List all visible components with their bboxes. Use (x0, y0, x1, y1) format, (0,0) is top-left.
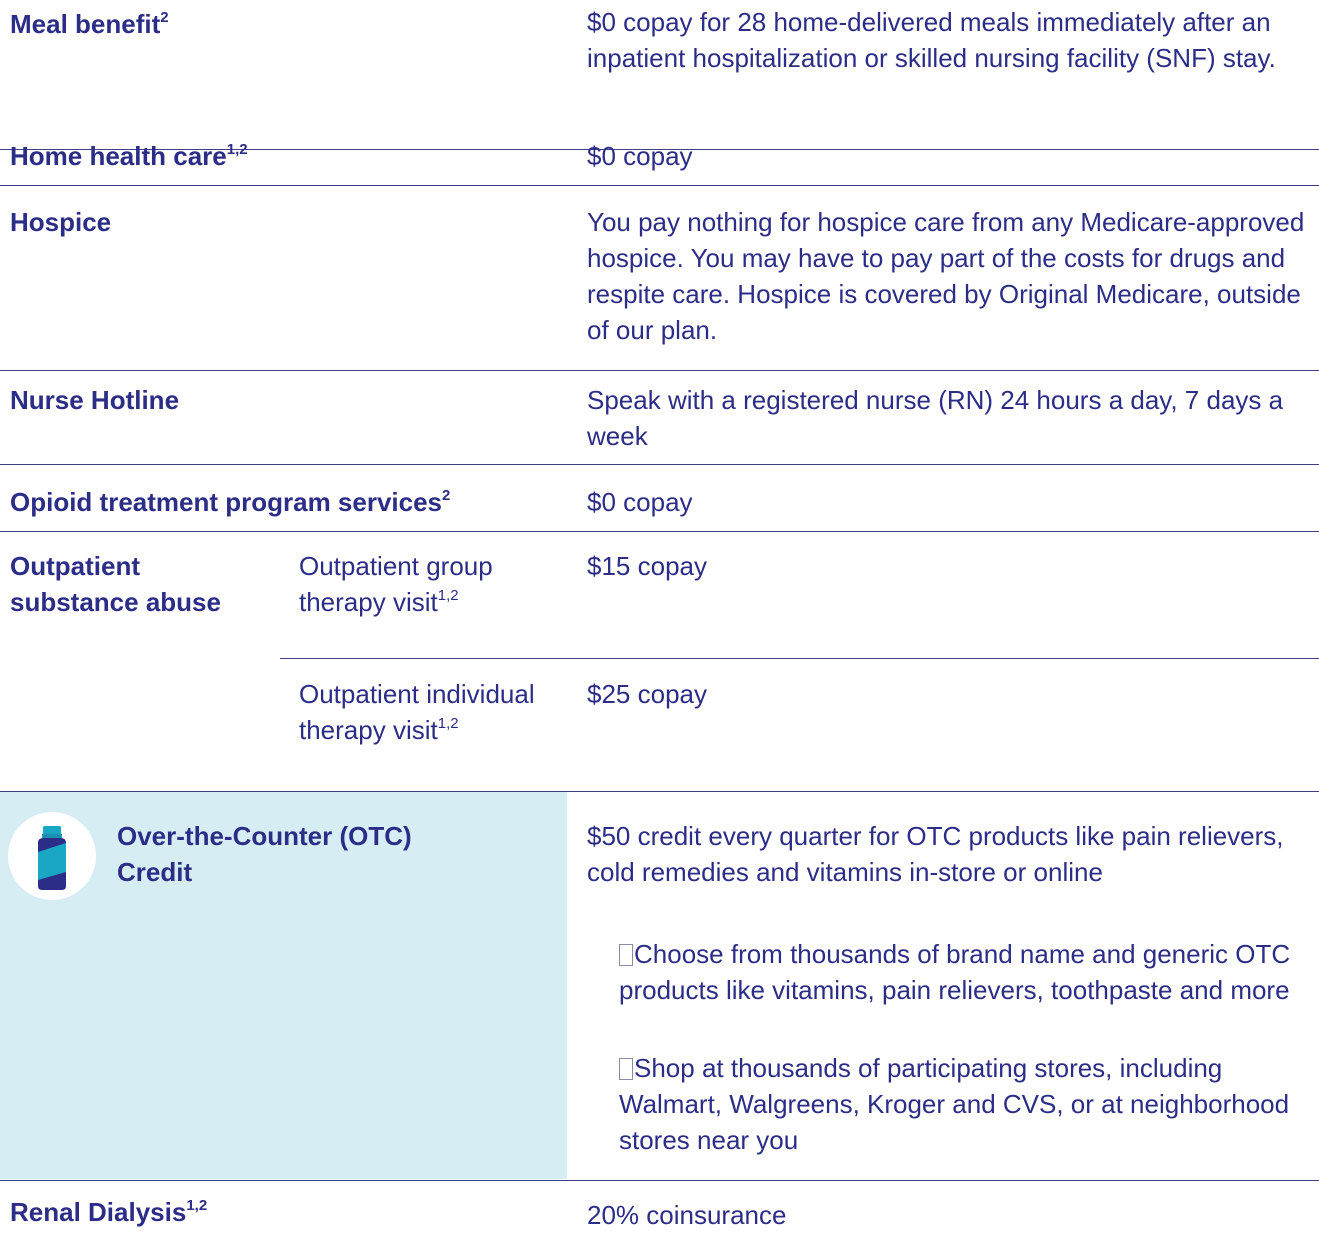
divider (0, 1180, 1319, 1181)
meal-benefit-value: $0 copay for 28 home-delivered meals immediately after an inpatient hospitalization or skilled nursing facility (SNF) stay. (587, 7, 1276, 73)
bullet-box (619, 1058, 633, 1080)
opioid-treatment-label: Opioid treatment program services$^2$ (10, 487, 451, 517)
footnote-marker: 2 (160, 9, 169, 26)
list-item: Choose from thousands of brand name and generic OTC products like vitamins, pain relievers, toothpaste and more (619, 939, 1291, 1005)
divider (0, 531, 1319, 532)
meal-benefit-label: Meal benefit$^2$ (10, 9, 169, 39)
home-health-care-value: $0 copay (587, 141, 693, 171)
footnote-marker: 1,2 (437, 715, 459, 732)
otc-credit-label: Over-the-Counter (OTC) Credit (117, 821, 412, 887)
home-health-care-label: Home health care$^{1,2}$ (10, 141, 248, 171)
group-therapy-label: Outpatient group therapy visit$^{1,2}$ (299, 551, 493, 617)
opioid-treatment-value: $0 copay (587, 487, 693, 517)
group-therapy-value: $15 copay (587, 551, 707, 581)
outpatient-substance-abuse-label: Outpatient substance abuse (10, 551, 221, 617)
footnote-marker: 1,2 (186, 1197, 208, 1214)
individual-therapy-label: Outpatient individual therapy visit$^{1,2}$ (299, 679, 535, 745)
divider (0, 464, 1319, 465)
hospice-value: You pay nothing for hospice care from any Medicare-approved hospice. You may have to pay part of the costs for drugs and respite care. Hospice is covered by Original Medicare, outside of our plan. (587, 207, 1305, 345)
individual-therapy-value: $25 copay (587, 679, 707, 709)
icon-badge (8, 812, 96, 900)
nurse-hotline-value: Speak with a registered nurse (RN) 24 hours a day, 7 days a week (587, 385, 1284, 451)
list-item: Shop at thousands of participating stores, including Walmart, Walgreens, Kroger and CVS, or at neighborhood stores near you (619, 1053, 1290, 1155)
renal-dialysis-label: Renal Dialysis$^{1,2}$ (10, 1197, 208, 1227)
divider (0, 185, 1319, 186)
footnote-marker: 1,2 (226, 141, 248, 158)
nurse-hotline-label: Nurse Hotline (10, 385, 180, 415)
medicine-bottle-icon (8, 812, 96, 900)
footnote-marker: 2 (442, 487, 451, 504)
divider (280, 658, 1319, 659)
hospice-label: Hospice (10, 207, 112, 237)
footnote-marker: 1,2 (437, 587, 459, 604)
divider (0, 370, 1319, 371)
bullet-box (619, 944, 633, 966)
otc-credit-value: $50 credit every quarter for OTC products like pain relievers, cold remedies and vitamins in-store or online (587, 821, 1284, 887)
renal-dialysis-value: 20% coinsurance (587, 1200, 787, 1230)
